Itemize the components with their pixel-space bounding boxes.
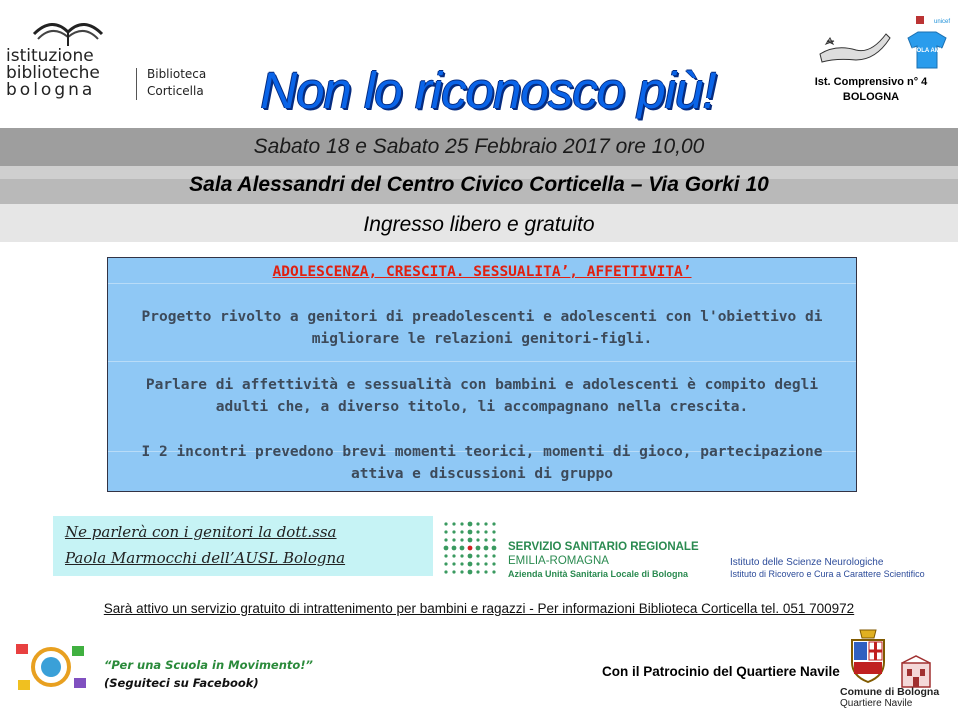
ssr-dot xyxy=(484,554,487,557)
ssr-dot xyxy=(468,570,473,575)
speaker-box xyxy=(53,516,433,576)
ssr-dot xyxy=(444,562,447,565)
ssr-dot xyxy=(476,522,479,525)
ssr-dot xyxy=(476,546,481,551)
ssr-dot xyxy=(452,546,457,551)
box-separator xyxy=(108,361,856,362)
quartiere-building-icon xyxy=(898,655,934,689)
ssr-dot xyxy=(452,538,455,541)
ssr-dot xyxy=(452,570,455,573)
speaker-line-1: Ne parlerà con i genitori la dott.ssa xyxy=(65,523,337,541)
ssr-dot xyxy=(476,562,479,565)
project-paragraph-2: Parlare di affettività e sessualità con bambini e adolescenti è compito degli adulti che, a diverso titolo, li accompagnano nella crescita. xyxy=(145,377,819,415)
ssr-name xyxy=(508,540,699,580)
coat-of-arms-icon xyxy=(846,628,890,688)
ssr-line-1: SERVIZIO SANITARIO REGIONALE xyxy=(508,541,699,553)
ssr-dots-logo-icon xyxy=(442,520,498,576)
ssr-dot xyxy=(460,546,465,551)
movimento-line-2: (Seguiteci su Facebook) xyxy=(104,676,259,690)
ssr-dot xyxy=(492,522,495,525)
unicef-label: unicef xyxy=(934,19,951,25)
comune-name xyxy=(840,687,950,709)
library-name xyxy=(147,66,206,100)
isn-line-2: Istituto di Ricovero e Cura a Carattere Scientifico xyxy=(730,569,925,579)
school-logo-label: SCUOLA AMICA xyxy=(903,48,951,54)
ssr-dot xyxy=(468,562,473,567)
movimento-logo-icon xyxy=(14,640,88,694)
comune-line-2: Quartiere Navile xyxy=(840,698,913,709)
ssr-dot xyxy=(484,562,487,565)
isn-line-1: Istituto delle Scienze Neurologiche xyxy=(730,557,884,568)
ssr-dot xyxy=(476,570,479,573)
ssr-dot xyxy=(468,530,473,535)
library-line-1: Biblioteca xyxy=(147,67,207,81)
ssr-dot xyxy=(444,530,447,533)
ssr-dot xyxy=(484,538,487,541)
ssr-dot xyxy=(484,570,487,573)
project-box xyxy=(107,257,857,492)
ssr-dot xyxy=(460,538,463,541)
ssr-dot xyxy=(468,546,473,551)
school-logo-icon xyxy=(816,14,956,84)
event-date: Sabato 18 e Sabato 25 Febbraio 2017 ore 10,00 xyxy=(0,128,958,166)
event-entry: Ingresso libero e gratuito xyxy=(0,204,958,242)
ssr-dot xyxy=(468,554,473,559)
ssr-line-2: EMILIA-ROMAGNA xyxy=(508,555,609,567)
library-line-2: Corticella xyxy=(147,84,204,98)
institution-line-2: biblioteche xyxy=(6,63,100,83)
ssr-dot xyxy=(444,546,449,551)
institution-name xyxy=(6,48,100,99)
ssr-dot xyxy=(452,554,455,557)
movimento-text xyxy=(104,656,313,692)
ssr-dot xyxy=(452,562,455,565)
ssr-dot xyxy=(460,530,463,533)
ssr-dot xyxy=(444,538,447,541)
isn-name xyxy=(730,557,925,580)
movimento-line-1: “Per una Scuola in Movimento!” xyxy=(104,658,313,672)
event-location: Sala Alessandri del Centro Civico Corticella – Via Gorki 10 xyxy=(0,166,958,204)
ssr-dot xyxy=(444,570,447,573)
comune-line-1: Comune di Bologna xyxy=(840,686,940,698)
ssr-dot xyxy=(476,530,479,533)
ssr-dot xyxy=(484,522,487,525)
ssr-dot xyxy=(492,538,495,541)
project-paragraph-1: Progetto rivolto a genitori di preadolescenti e adolescenti con l'obiettivo di migliorare le relazioni genitori-figli. xyxy=(141,309,823,347)
project-title: ADOLESCENZA, CRESCITA. SESSUALITA’, AFFETTIVITA’ xyxy=(272,264,692,280)
ssr-dot xyxy=(476,554,479,557)
ssr-dot xyxy=(452,522,455,525)
institution-line-1: istituzione xyxy=(6,46,94,66)
ssr-dot xyxy=(460,562,463,565)
box-separator xyxy=(108,283,856,284)
ssr-dot xyxy=(484,546,489,551)
school-name xyxy=(800,75,942,105)
header-divider xyxy=(136,68,137,100)
ssr-dot xyxy=(460,570,463,573)
ssr-dot xyxy=(476,538,479,541)
info-line: Sarà attivo un servizio gratuito di intrattenimento per bambini e ragazzi - Per informazioni Biblioteca Corticella tel. 051 700972 xyxy=(103,601,855,616)
page-title: Non lo riconosco più! xyxy=(260,62,716,119)
ssr-dot xyxy=(468,538,473,543)
ssr-dot xyxy=(460,522,463,525)
school-line-2: BOLOGNA xyxy=(842,91,900,103)
patronage-text: Con il Patrocinio del Quartiere Navile xyxy=(602,664,840,679)
institution-line-3: bologna xyxy=(6,80,96,100)
ssr-dot xyxy=(444,554,447,557)
ssr-dot xyxy=(492,530,495,533)
ssr-line-3: Azienda Unità Sanitaria Locale di Bologna xyxy=(508,569,689,579)
project-paragraph-3: I 2 incontri prevedono brevi momenti teorici, momenti di gioco, partecipazione attiva e discussioni di gruppo xyxy=(141,444,823,482)
ssr-dot xyxy=(460,554,463,557)
ssr-dot xyxy=(492,562,495,565)
speaker-line-2: Paola Marmocchi dell’AUSL Bologna xyxy=(65,549,346,567)
ssr-dot xyxy=(492,570,495,573)
ssr-dot xyxy=(452,530,455,533)
ssr-dot xyxy=(484,530,487,533)
ssr-dot xyxy=(468,522,473,527)
ssr-dot xyxy=(492,546,497,551)
ssr-dot xyxy=(444,522,447,525)
ssr-dot xyxy=(492,554,495,557)
school-line-1: Ist. Comprensivo n° 4 xyxy=(814,76,928,88)
